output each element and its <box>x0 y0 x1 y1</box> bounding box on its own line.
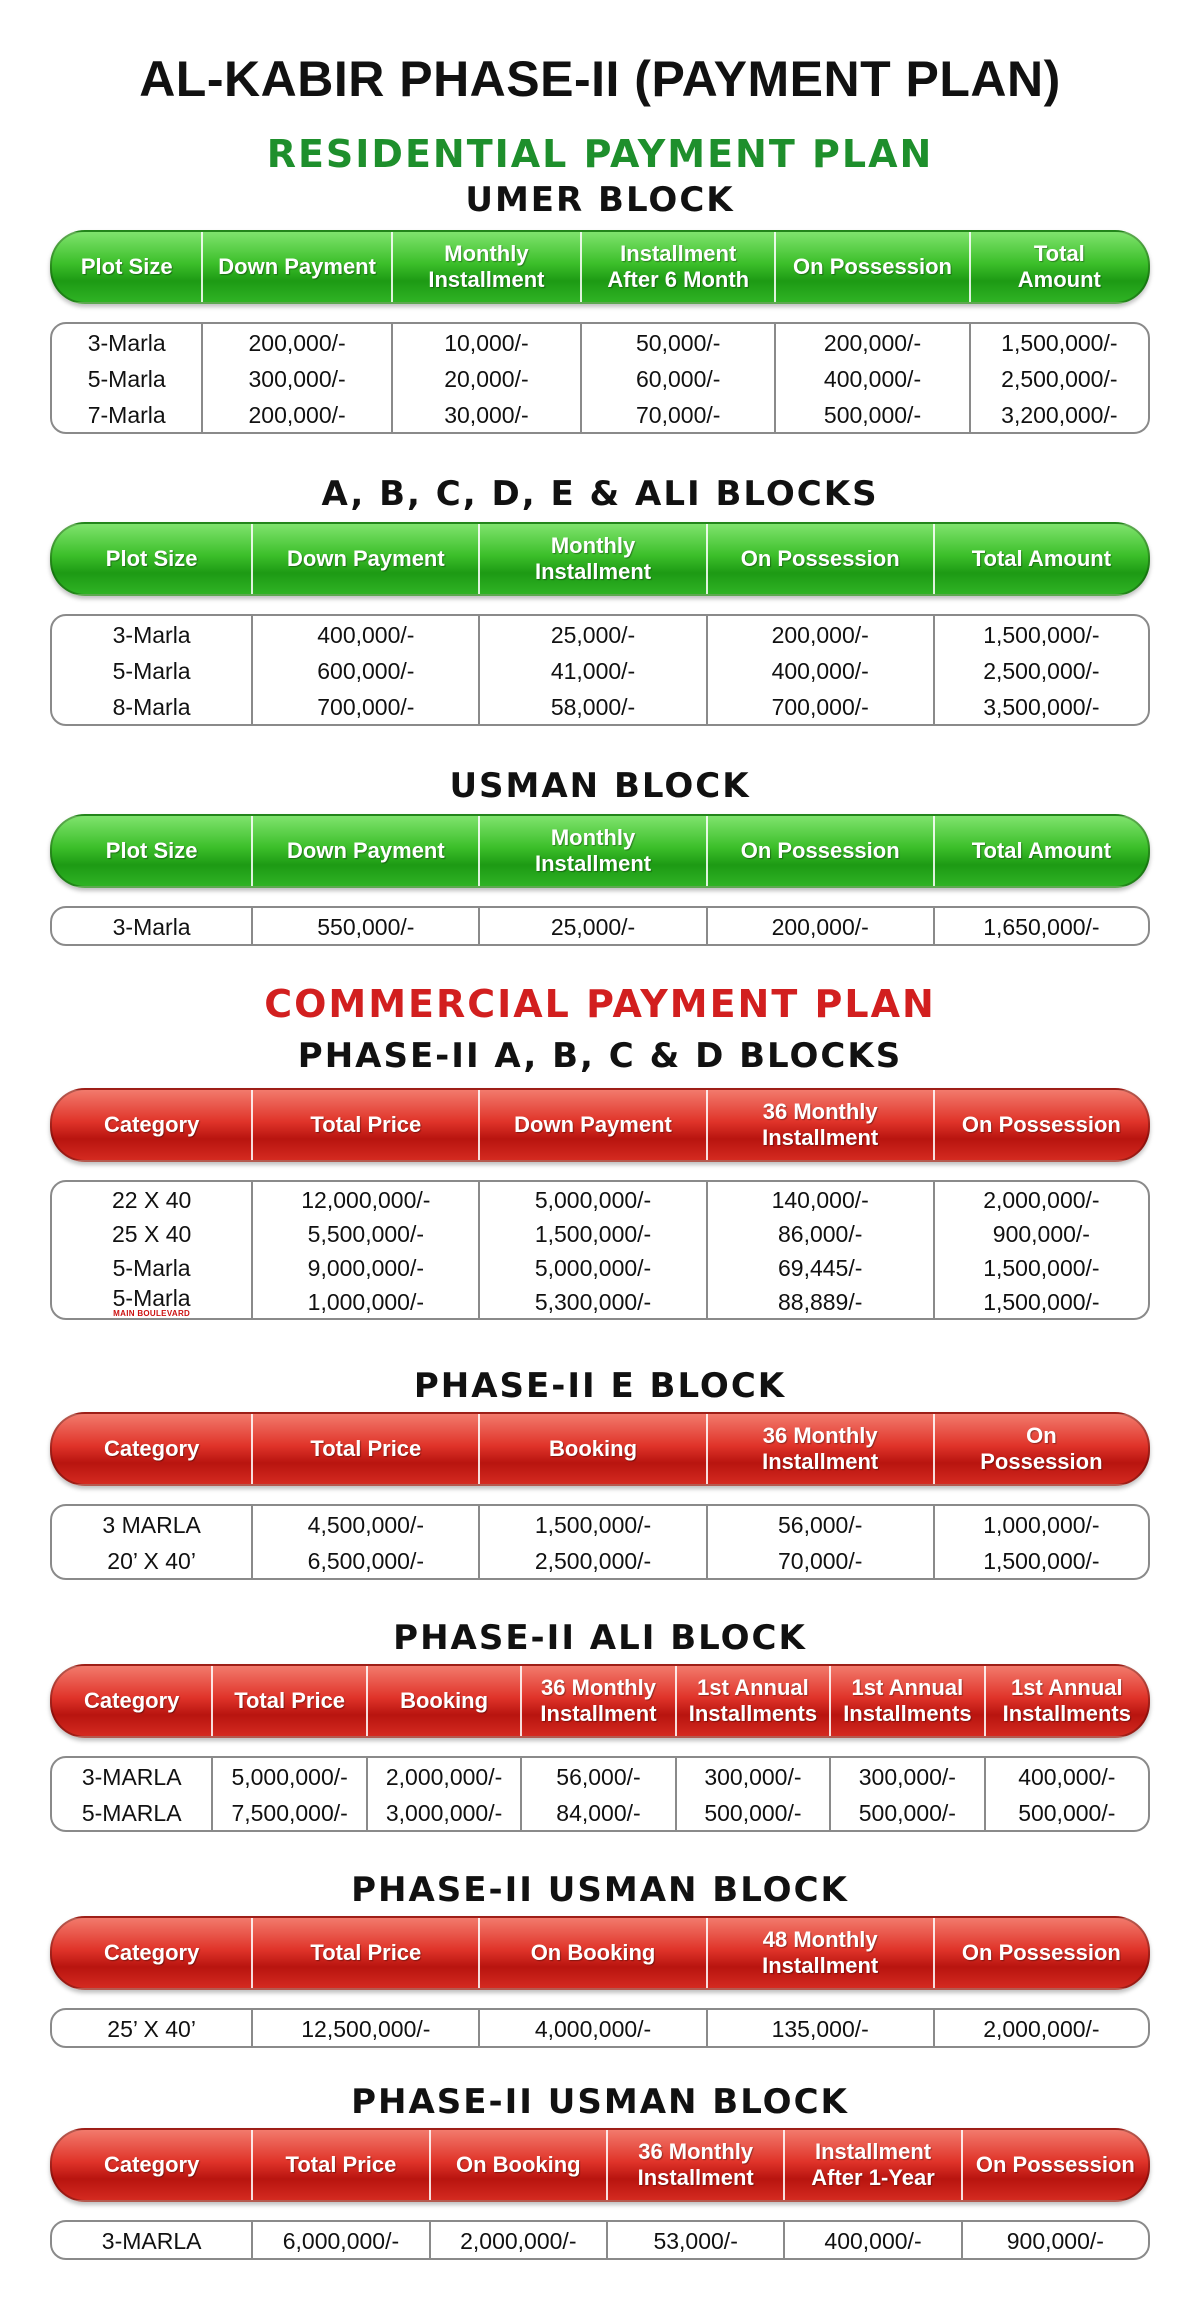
header-cell: On Possession <box>706 524 933 594</box>
table-cell: 5,500,000/- <box>251 1216 478 1250</box>
header-cell: Category <box>103 2151 200 2177</box>
usman-block-2-title: PHASE-II USMAN BLOCK <box>351 2082 849 2122</box>
residential-plan-title: RESIDENTIAL PAYMENT PLAN <box>266 132 934 176</box>
table-cell: 200,000/- <box>774 324 968 360</box>
header-cell: 36 Monthly Installment <box>706 1414 933 1484</box>
table-cell: 140,000/- <box>706 1182 933 1216</box>
header-cell: 36 Monthly Installment <box>606 2130 783 2200</box>
table-row <box>52 2222 1148 2258</box>
table-cell: 300,000/- <box>829 1758 983 1794</box>
table-cell: 1,000,000/- <box>933 1506 1148 1542</box>
table-cell: 300,000/- <box>201 360 390 396</box>
table-cell: 56,000/- <box>706 1506 933 1542</box>
table-header <box>50 1412 1150 1486</box>
table-cell: 4,000,000/- <box>478 2010 705 2046</box>
table-cell: 22 X 40 <box>111 1186 192 1213</box>
table-body <box>50 1756 1150 1832</box>
header-cell: Booking <box>478 1414 705 1484</box>
table-cell: 1,500,000/- <box>933 616 1148 652</box>
header-cell: Total Amount <box>933 816 1148 886</box>
table-cell: 10,000/- <box>391 324 580 360</box>
table-cell: 500,000/- <box>984 1794 1148 1830</box>
table-cell: 1,500,000/- <box>933 1250 1148 1284</box>
table-row <box>52 1794 1148 1830</box>
table-cell: 1,500,000/- <box>478 1216 705 1250</box>
table-header <box>50 230 1150 304</box>
table-row <box>52 908 1148 944</box>
table-cell: 70,000/- <box>580 396 774 432</box>
header-cell: Plot Size <box>105 545 198 571</box>
usman-block-1-table <box>50 1916 1150 2048</box>
table-cell: 900,000/- <box>933 1216 1148 1250</box>
header-cell: 1st Annual Installments <box>829 1666 983 1736</box>
table-header <box>50 1916 1150 1990</box>
commercial-plan-title: COMMERCIAL PAYMENT PLAN <box>264 982 936 1026</box>
table-cell: 7,500,000/- <box>211 1794 365 1830</box>
abcd-blocks-title: PHASE-II A, B, C & D BLOCKS <box>297 1036 903 1076</box>
header-cell: Category <box>103 1939 200 1965</box>
e-block-table <box>50 1412 1150 1580</box>
table-cell: 5,000,000/- <box>478 1250 705 1284</box>
header-cell: 36 Monthly Installment <box>706 1090 933 1160</box>
main-boulevard-note: MAIN BOULEVARD <box>113 1308 191 1318</box>
header-cell: On Booking <box>478 1918 705 1988</box>
table-cell: 5,000,000/- <box>478 1182 705 1216</box>
table-cell: 900,000/- <box>961 2222 1148 2258</box>
header-cell: Total Amount <box>933 524 1148 594</box>
header-cell: On Possession <box>706 816 933 886</box>
header-cell: On Possession <box>933 1918 1148 1988</box>
table-cell: 6,000,000/- <box>251 2222 428 2258</box>
table-cell: 200,000/- <box>201 324 390 360</box>
table-cell: 7-Marla <box>87 401 166 428</box>
table-row <box>52 1182 1148 1216</box>
table-cell: 400,000/- <box>251 616 478 652</box>
table-cell: 500,000/- <box>829 1794 983 1830</box>
table-cell: 88,889/- <box>706 1284 933 1318</box>
table-cell: 86,000/- <box>706 1216 933 1250</box>
table-cell: 400,000/- <box>783 2222 960 2258</box>
table-cell: 135,000/- <box>706 2010 933 2046</box>
header-cell: 1st Annual Installments <box>984 1666 1148 1736</box>
table-cell: 200,000/- <box>706 616 933 652</box>
table-cell: 2,500,000/- <box>933 652 1148 688</box>
table-cell: 2,500,000/- <box>478 1542 705 1578</box>
table-body <box>50 614 1150 726</box>
table-cell <box>52 1284 251 1318</box>
table-header <box>50 522 1150 596</box>
abcd-blocks-table <box>50 1088 1150 1320</box>
header-cell: Total Amount <box>969 232 1148 302</box>
table-cell: 8-Marla <box>112 693 191 720</box>
header-cell: 48 Monthly Installment <box>706 1918 933 1988</box>
table-header <box>50 1664 1150 1738</box>
table-cell: 5-Marla <box>112 657 191 684</box>
table-cell: 30,000/- <box>391 396 580 432</box>
usman-block-2-table <box>50 2128 1150 2260</box>
header-cell: Total Price <box>251 1090 478 1160</box>
usman-block-table <box>50 814 1150 946</box>
table-cell: 5-Marla <box>87 365 166 392</box>
header-cell: On Booking <box>429 2130 606 2200</box>
table-header <box>50 1088 1150 1162</box>
table-cell: 25,000/- <box>478 908 705 944</box>
header-cell: Total Price <box>251 2130 428 2200</box>
table-cell: 3,200,000/- <box>969 396 1148 432</box>
table-header <box>50 2128 1150 2202</box>
table-cell: 6,500,000/- <box>251 1542 478 1578</box>
table-cell: 3-MARLA <box>81 1763 182 1790</box>
table-cell: 3-Marla <box>112 621 191 648</box>
table-cell: 1,500,000/- <box>478 1506 705 1542</box>
header-cell: Total Price <box>251 1918 478 1988</box>
cell-value: 5-Marla <box>112 1284 191 1311</box>
table-cell: 400,000/- <box>774 360 968 396</box>
table-cell: 56,000/- <box>520 1758 674 1794</box>
table-cell: 3 MARLA <box>102 1511 201 1538</box>
header-cell: Down Payment <box>478 1090 705 1160</box>
table-cell: 69,445/- <box>706 1250 933 1284</box>
table-cell: 2,000,000/- <box>366 1758 520 1794</box>
table-cell: 25’ X 40’ <box>107 2015 196 2042</box>
abcde-ali-blocks-table <box>50 522 1150 726</box>
table-body <box>50 322 1150 434</box>
table-cell: 3-Marla <box>112 913 191 940</box>
table-cell: 600,000/- <box>251 652 478 688</box>
header-cell: Installment After 6 Month <box>580 232 774 302</box>
table-cell: 1,500,000/- <box>933 1542 1148 1578</box>
table-cell: 3,000,000/- <box>366 1794 520 1830</box>
header-cell: On Possession <box>961 2130 1148 2200</box>
table-cell: 2,000,000/- <box>933 1182 1148 1216</box>
header-cell: On Possession <box>774 232 968 302</box>
table-row <box>52 2010 1148 2046</box>
header-cell: Total Price <box>251 1414 478 1484</box>
umer-block-table <box>50 230 1150 434</box>
header-cell: Plot Size <box>105 837 198 863</box>
table-cell: 58,000/- <box>478 688 705 724</box>
header-cell: Down Payment <box>251 816 478 886</box>
table-cell: 3-MARLA <box>101 2227 202 2254</box>
header-cell: Installment After 1-Year <box>783 2130 960 2200</box>
table-cell: 1,000,000/- <box>251 1284 478 1318</box>
table-cell: 700,000/- <box>251 688 478 724</box>
table-cell: 53,000/- <box>606 2222 783 2258</box>
header-cell: 36 Monthly Installment <box>520 1666 674 1736</box>
header-cell: Category <box>103 1111 200 1137</box>
table-cell: 5-Marla <box>112 1254 191 1281</box>
header-cell: Booking <box>366 1666 520 1736</box>
table-cell: 3,500,000/- <box>933 688 1148 724</box>
header-cell: Down Payment <box>251 524 478 594</box>
ali-block-title: PHASE-II ALI BLOCK <box>393 1618 807 1658</box>
table-cell: 500,000/- <box>675 1794 829 1830</box>
table-row <box>52 1250 1148 1284</box>
header-cell: Monthly Installment <box>478 524 705 594</box>
table-body <box>50 2008 1150 2048</box>
table-cell: 50,000/- <box>580 324 774 360</box>
header-cell: Category <box>84 1687 180 1713</box>
main-title: AL-KABIR PHASE-II (PAYMENT PLAN) <box>139 51 1061 107</box>
table-row <box>52 616 1148 652</box>
table-cell: 5-MARLA <box>81 1799 182 1826</box>
table-row <box>52 1216 1148 1250</box>
header-cell: Plot Size <box>80 253 173 279</box>
table-cell: 70,000/- <box>706 1542 933 1578</box>
table-cell: 2,500,000/- <box>969 360 1148 396</box>
table-row <box>52 396 1148 432</box>
usman-block-1-title: PHASE-II USMAN BLOCK <box>351 1870 849 1910</box>
table-row <box>52 1284 1148 1318</box>
table-cell: 5,300,000/- <box>478 1284 705 1318</box>
table-cell: 1,500,000/- <box>969 324 1148 360</box>
table-cell: 400,000/- <box>706 652 933 688</box>
abcde-ali-blocks-title: A, B, C, D, E & ALI BLOCKS <box>321 474 879 514</box>
table-cell: 25 X 40 <box>111 1220 192 1247</box>
table-cell: 41,000/- <box>478 652 705 688</box>
table-row <box>52 688 1148 724</box>
table-cell: 550,000/- <box>251 908 478 944</box>
table-cell: 2,000,000/- <box>933 2010 1148 2046</box>
table-cell: 20,000/- <box>391 360 580 396</box>
e-block-title: PHASE-II E BLOCK <box>413 1366 787 1406</box>
table-cell: 25,000/- <box>478 616 705 652</box>
table-cell: 1,500,000/- <box>933 1284 1148 1318</box>
header-cell: On Possession <box>933 1090 1148 1160</box>
table-cell: 1,650,000/- <box>933 908 1148 944</box>
table-row <box>52 324 1148 360</box>
table-row <box>52 1758 1148 1794</box>
header-cell: Monthly Installment <box>478 816 705 886</box>
table-cell: 200,000/- <box>201 396 390 432</box>
table-cell: 3-Marla <box>87 329 166 356</box>
table-cell: 9,000,000/- <box>251 1250 478 1284</box>
table-cell: 4,500,000/- <box>251 1506 478 1542</box>
table-cell: 20’ X 40’ <box>107 1547 196 1574</box>
table-row <box>52 1506 1148 1542</box>
table-cell: 300,000/- <box>675 1758 829 1794</box>
table-header <box>50 814 1150 888</box>
table-cell: 5,000,000/- <box>211 1758 365 1794</box>
usman-block-title: USMAN BLOCK <box>449 766 751 806</box>
table-cell: 60,000/- <box>580 360 774 396</box>
table-cell: 500,000/- <box>774 396 968 432</box>
table-body <box>50 906 1150 946</box>
table-body <box>50 1504 1150 1580</box>
header-cell: 1st Annual Installments <box>675 1666 829 1736</box>
table-body <box>50 1180 1150 1320</box>
table-cell: 84,000/- <box>520 1794 674 1830</box>
header-cell: Total Price <box>211 1666 365 1736</box>
header-cell: On Possession <box>933 1414 1148 1484</box>
table-body <box>50 2220 1150 2260</box>
umer-block-title: UMER BLOCK <box>465 180 735 220</box>
table-cell: 200,000/- <box>706 908 933 944</box>
header-cell: Down Payment <box>201 232 390 302</box>
table-row <box>52 1542 1148 1578</box>
ali-block-table <box>50 1664 1150 1832</box>
table-cell: 700,000/- <box>706 688 933 724</box>
table-cell: 400,000/- <box>984 1758 1148 1794</box>
table-row <box>52 360 1148 396</box>
table-cell: 12,000,000/- <box>251 1182 478 1216</box>
table-cell: 2,000,000/- <box>429 2222 606 2258</box>
table-cell: 12,500,000/- <box>251 2010 478 2046</box>
header-cell: Category <box>103 1435 200 1461</box>
header-cell: Monthly Installment <box>391 232 580 302</box>
table-row <box>52 652 1148 688</box>
